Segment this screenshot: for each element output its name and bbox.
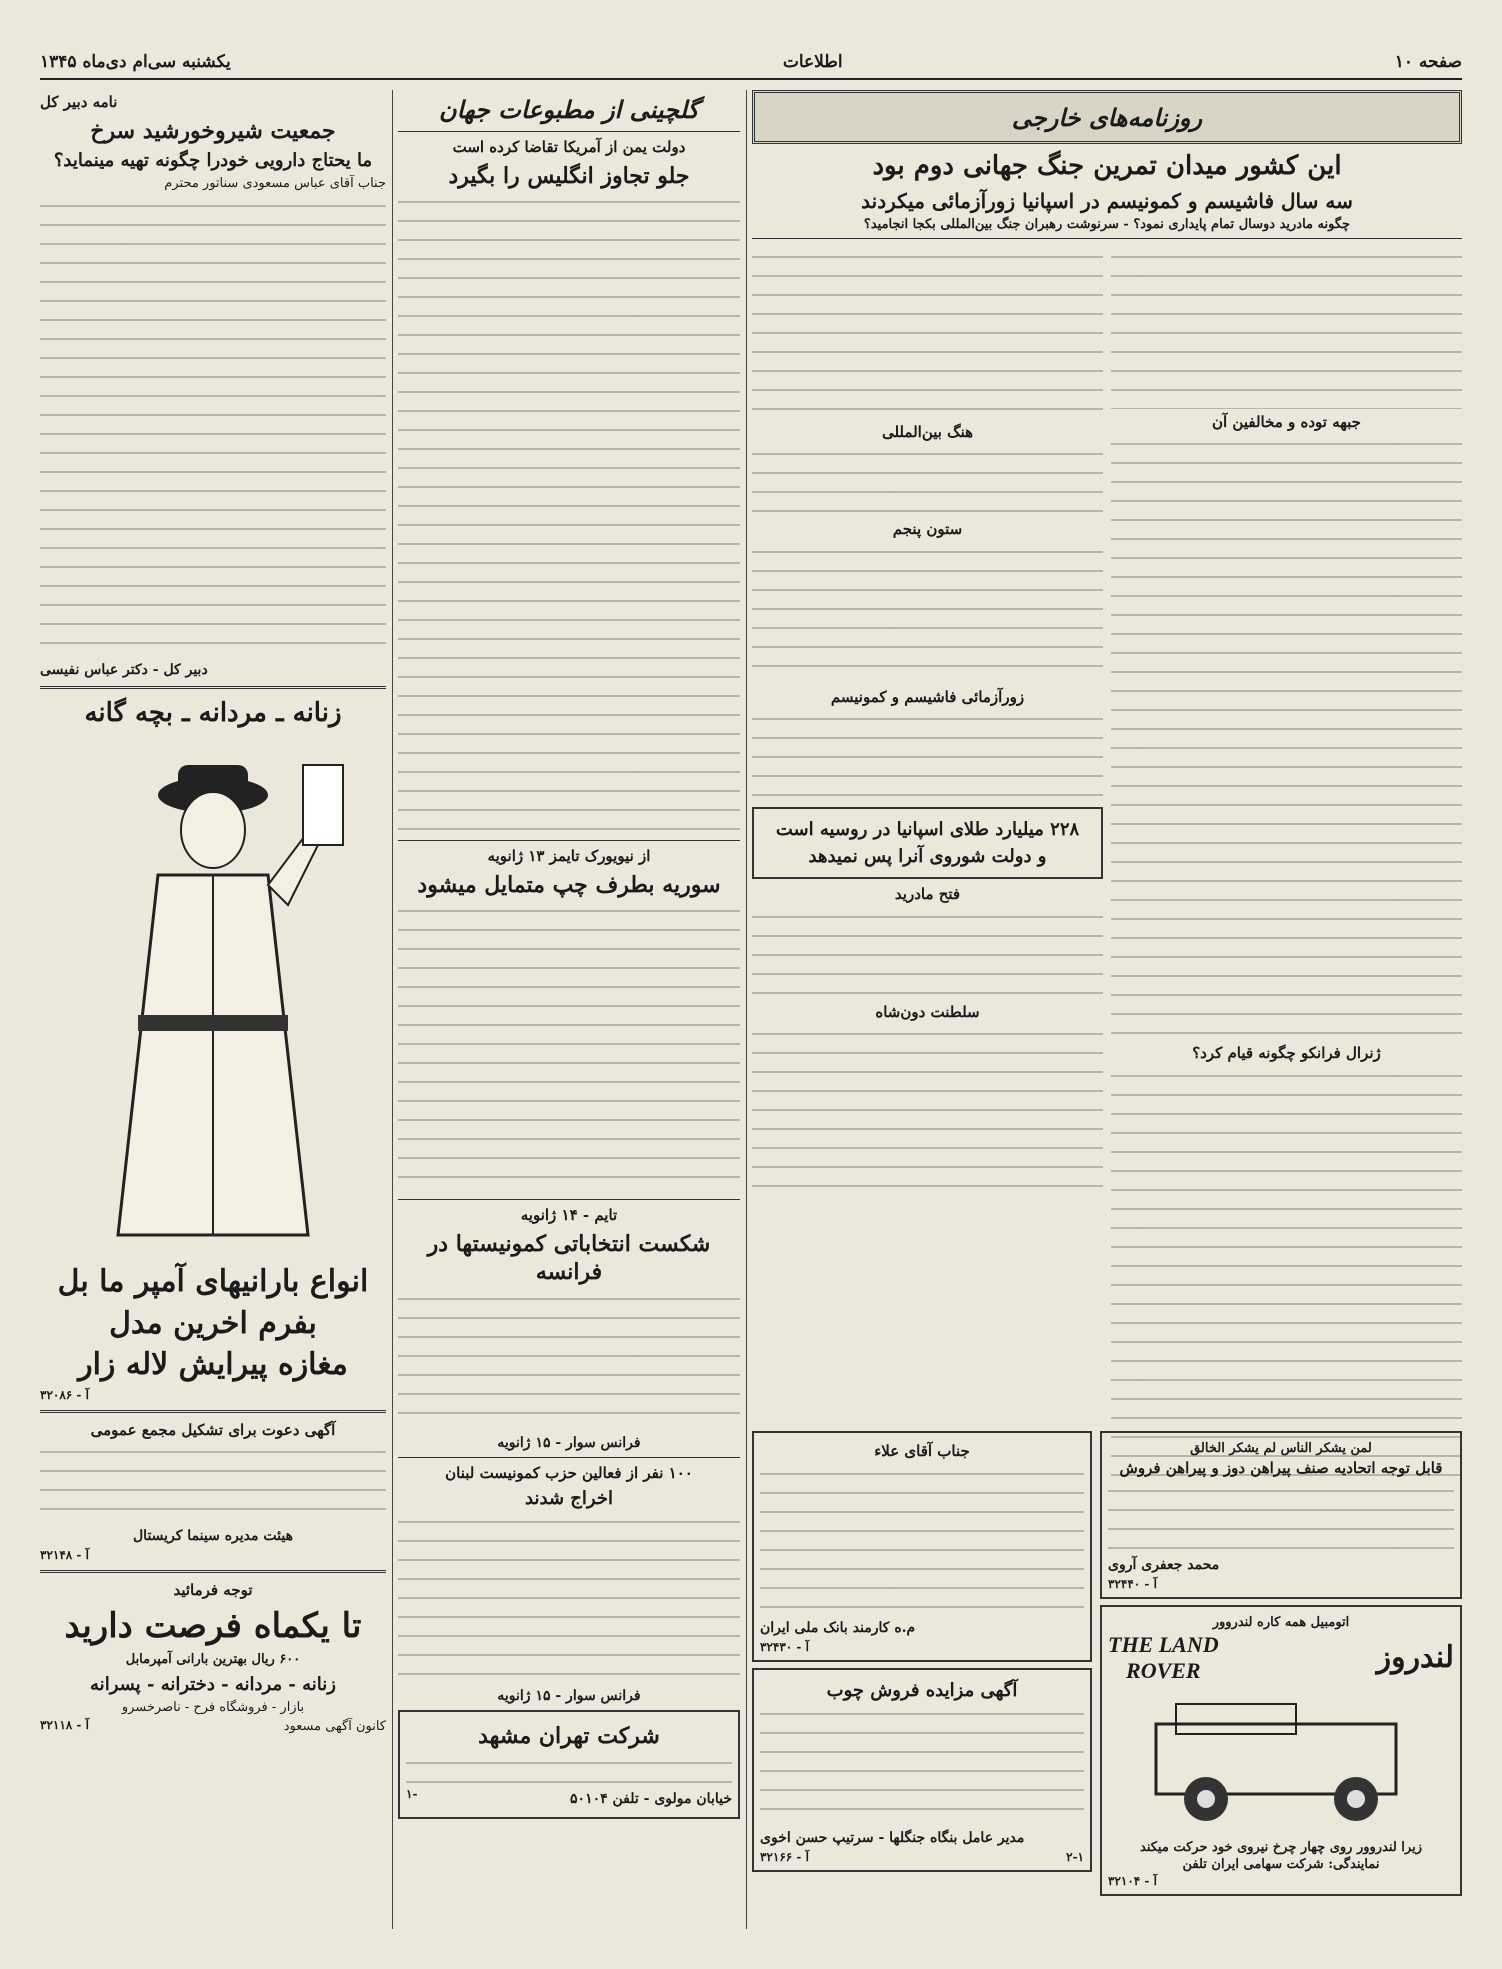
raincoat-ad-code: آ - ۳۲۰۸۶ (40, 1387, 89, 1402)
bottom-middle-notices (752, 1425, 1092, 1929)
landrover-code: آ - ۳۲۱۰۴ (1108, 1873, 1157, 1888)
landrover-en2: ROVER (1126, 1657, 1201, 1683)
text-block (406, 1755, 732, 1783)
landrover-brand: لندروز (1376, 1639, 1454, 1675)
feature-body (752, 245, 1462, 1482)
text-block (398, 1514, 740, 1684)
press-digest-column (398, 90, 740, 1929)
landrover-en1: THE LAND (1108, 1631, 1219, 1657)
page-number: صفحه ۱۰ (1394, 52, 1462, 72)
deadline-ad (40, 1581, 386, 1737)
subhead-e: فتح مادرید (894, 885, 961, 904)
feature-deck: چگونه مادرید دوسال تمام پایداری نمود؟ - سرنوشت رهبران جنگ بین‌المللی بکجا انجامید؟ (863, 216, 1351, 232)
raincoat-ad-line2: بفرم اخرین مدل (109, 1305, 317, 1341)
rule (40, 1410, 386, 1413)
dateline-nyt: از نیویورک تایمز ۱۳ ژانویه (487, 847, 651, 866)
cinema-notice-code: آ - ۳۲۱۴۸ (40, 1548, 89, 1563)
condolence-code: آ - ۳۲۴۴۰ (1108, 1576, 1157, 1591)
letter-and-ads-column (40, 90, 386, 1929)
text-block (752, 249, 1103, 419)
letter-salutation: جناب آقای عباس مسعودی سناتور محترم (164, 176, 386, 192)
feature-body-col-b (752, 245, 1103, 1482)
press-digest-kicker: گلچینی از مطبوعات جهان (439, 95, 699, 124)
condolence-heading: لمن یشکر الناس لم یشکر الخالق (1190, 1441, 1372, 1456)
text-block (752, 909, 1103, 999)
raincoat-ad (40, 697, 386, 1401)
rule (40, 686, 386, 689)
text-block (752, 446, 1103, 516)
ala-notice-signature: م.ه کارمند بانک ملی ایران (760, 1619, 916, 1636)
ala-notice-title: جناب آقای علاء (874, 1442, 970, 1460)
syria-headline: سوریه بطرف چپ متمایل میشود (417, 871, 721, 898)
feature-subheadline: سه سال فاشیسم و کمونیسم در اسپانیا زورآزمائی میکردند (861, 188, 1353, 213)
cinema-notice-signer: هیئت مدیره سینما کریستال (133, 1528, 293, 1545)
text-block (760, 1466, 1084, 1616)
tehran-mashhad-address: خیابان مولوی - تلفن ۵۰۱۰۴ (570, 1790, 732, 1807)
text-block (1111, 740, 1462, 1040)
paper-name: اطلاعات (782, 52, 843, 72)
bottom-right-ads (1100, 1425, 1462, 1929)
auction-code: آ - ۳۲۱۶۶ (760, 1849, 809, 1864)
column-rule (392, 90, 393, 1929)
condolence-signature: محمد جعفری آروی (1108, 1556, 1220, 1573)
text-block (752, 544, 1103, 684)
letter-section: نامه دبیر کل (40, 93, 118, 111)
subhead-c: ستون پنجم (892, 520, 963, 539)
subhead-a: جبهه توده و مخالفین آن (1212, 412, 1361, 431)
gold-story (752, 807, 1103, 879)
condolence-title: قابل توجه اتحادیه صنف پیراهن دوز و پیراهن فروش (1119, 1459, 1443, 1477)
dateline-time: تایم - ۱۴ ژانویه (520, 1206, 618, 1225)
auction-title: آگهی مزایده فروش چوب (826, 1679, 1018, 1701)
raincoat-ad-line1: انواع بارانیهای آمپر ما بل (57, 1264, 369, 1300)
tehran-mashhad-ad (398, 1710, 740, 1819)
ala-notice (752, 1431, 1092, 1662)
tehran-mashhad-title: شرکت تهران مشهد (478, 1722, 660, 1749)
letter-title: جمعیت شیروخورشید سرخ (90, 117, 336, 144)
text-block (752, 1026, 1103, 1196)
deadline-ad-line: زنانه - مردانه - دخترانه - پسرانه (90, 1673, 336, 1695)
landrover-dealer: نمایندگی: شرکت سهامی ایران تلفن (1182, 1856, 1380, 1872)
text-block (398, 903, 740, 1193)
raincoat-ad-title: زنانه ـ مردانه ـ بچه گانه (84, 698, 342, 729)
feature-body-col-a (1111, 245, 1462, 1482)
rule (398, 131, 740, 132)
text-block (398, 194, 740, 834)
letter-subtitle: ما یحتاج دارویی خودرا چگونه تهیه مینماید؟ (53, 150, 373, 172)
dateline-fs-2: فرانس سوار - ۱۵ ژانویه (497, 1687, 641, 1704)
tehran-mashhad-code: ۱- (406, 1786, 418, 1801)
deadline-ad-title: تا یکماه فرصت دارید (64, 1605, 362, 1646)
landrover-vehicle-illustration (1116, 1684, 1446, 1834)
letter-signature: دبیر کل - دکتر عباس نفیسی (40, 662, 208, 679)
cinema-notice-title: آگهی دعوت برای تشکیل مجمع عمومی (90, 1420, 336, 1439)
header-rule (40, 78, 1462, 80)
deadline-ad-foot: کانون آگهی مسعود (283, 1719, 386, 1735)
dateline-fs-1: فرانس سوار - ۱۵ ژانویه (497, 1435, 641, 1452)
text-block (1108, 1483, 1454, 1553)
france-headline: شکست انتخاباتی کمونیستها در فرانسه (427, 1230, 711, 1286)
text-block (1111, 249, 1462, 409)
auction-notice (752, 1668, 1092, 1872)
text-block (1111, 1068, 1462, 1478)
text-block (40, 1444, 386, 1524)
deadline-ad-code: آ - ۳۲۱۱۸ (40, 1718, 89, 1733)
subhead-f: سلطنت دون‌شاه (875, 1002, 980, 1021)
landrover-ad (1100, 1605, 1462, 1896)
yemen-headline-a: دولت یمن از آمریکا تقاضا کرده است (452, 138, 686, 157)
column-rule (746, 90, 747, 1929)
rule (398, 1199, 740, 1200)
page-header (40, 50, 1462, 74)
auction-code-2: ۲-۱ (1066, 1849, 1084, 1864)
yemen-headline-b: جلو تجاوز انگلیس را بگیرد (448, 162, 690, 189)
lebanon-headline-b: اخراج شدند (525, 1487, 613, 1509)
feature-headline: این کشور میدان تمرین جنگ جهانی دوم بود (872, 151, 1342, 181)
text-block (752, 711, 1103, 801)
rule (398, 1457, 740, 1458)
issue-date: یکشنبه سی‌ام دی‌ماه ۱۳۴۵ (40, 52, 231, 72)
subhead-g: ژنرال فرانکو چگونه قیام کرد؟ (1192, 1044, 1381, 1063)
section-banner: روزنامه‌های خارجی (752, 90, 1462, 144)
lebanon-headline-a: ۱۰۰ نفر از فعالین حزب کمونیست لبنان (445, 1464, 693, 1483)
auction-signature: مدیر عامل بنگاه جنگلها - سرتیپ حسن اخوی (760, 1829, 1025, 1846)
landrover-top: اتومبیل همه کاره لندروور (1212, 1614, 1350, 1630)
gold-headline-2: و دولت شوروی آنرا پس نمیدهد (808, 845, 1047, 867)
raincoat-man-illustration (63, 735, 363, 1255)
condolence-notice (1100, 1431, 1462, 1599)
landrover-line: زیرا لندروور روی چهار چرخ نیروی خود حرکت میکند (1140, 1839, 1422, 1855)
deadline-ad-head: توجه فرمائید (173, 1581, 253, 1600)
deadline-ad-shops: بازار - فروشگاه فرح - ناصرخسرو (121, 1700, 305, 1716)
subhead-d: زورآزمائی فاشیسم و کمونیسم (830, 687, 1025, 706)
deadline-ad-price: ۶۰۰ ریال بهترین بارانی آمپرمابل (125, 1652, 301, 1668)
text-block (760, 1706, 1084, 1826)
cinema-notice (40, 1421, 386, 1563)
raincoat-ad-line3: مغازه پیرایش لاله زار (78, 1347, 348, 1383)
text-block (1111, 436, 1462, 736)
rule (398, 840, 740, 841)
text-block (398, 1291, 740, 1431)
text-block (40, 198, 386, 658)
gold-headline-1: ۲۲۸ میلیارد طلای اسپانیا در روسیه است (775, 819, 1080, 841)
ala-notice-code: آ - ۳۲۴۳۰ (760, 1639, 809, 1654)
subhead-b: هنگ بین‌المللی (881, 422, 974, 441)
rule (40, 1570, 386, 1573)
rule (752, 238, 1462, 239)
